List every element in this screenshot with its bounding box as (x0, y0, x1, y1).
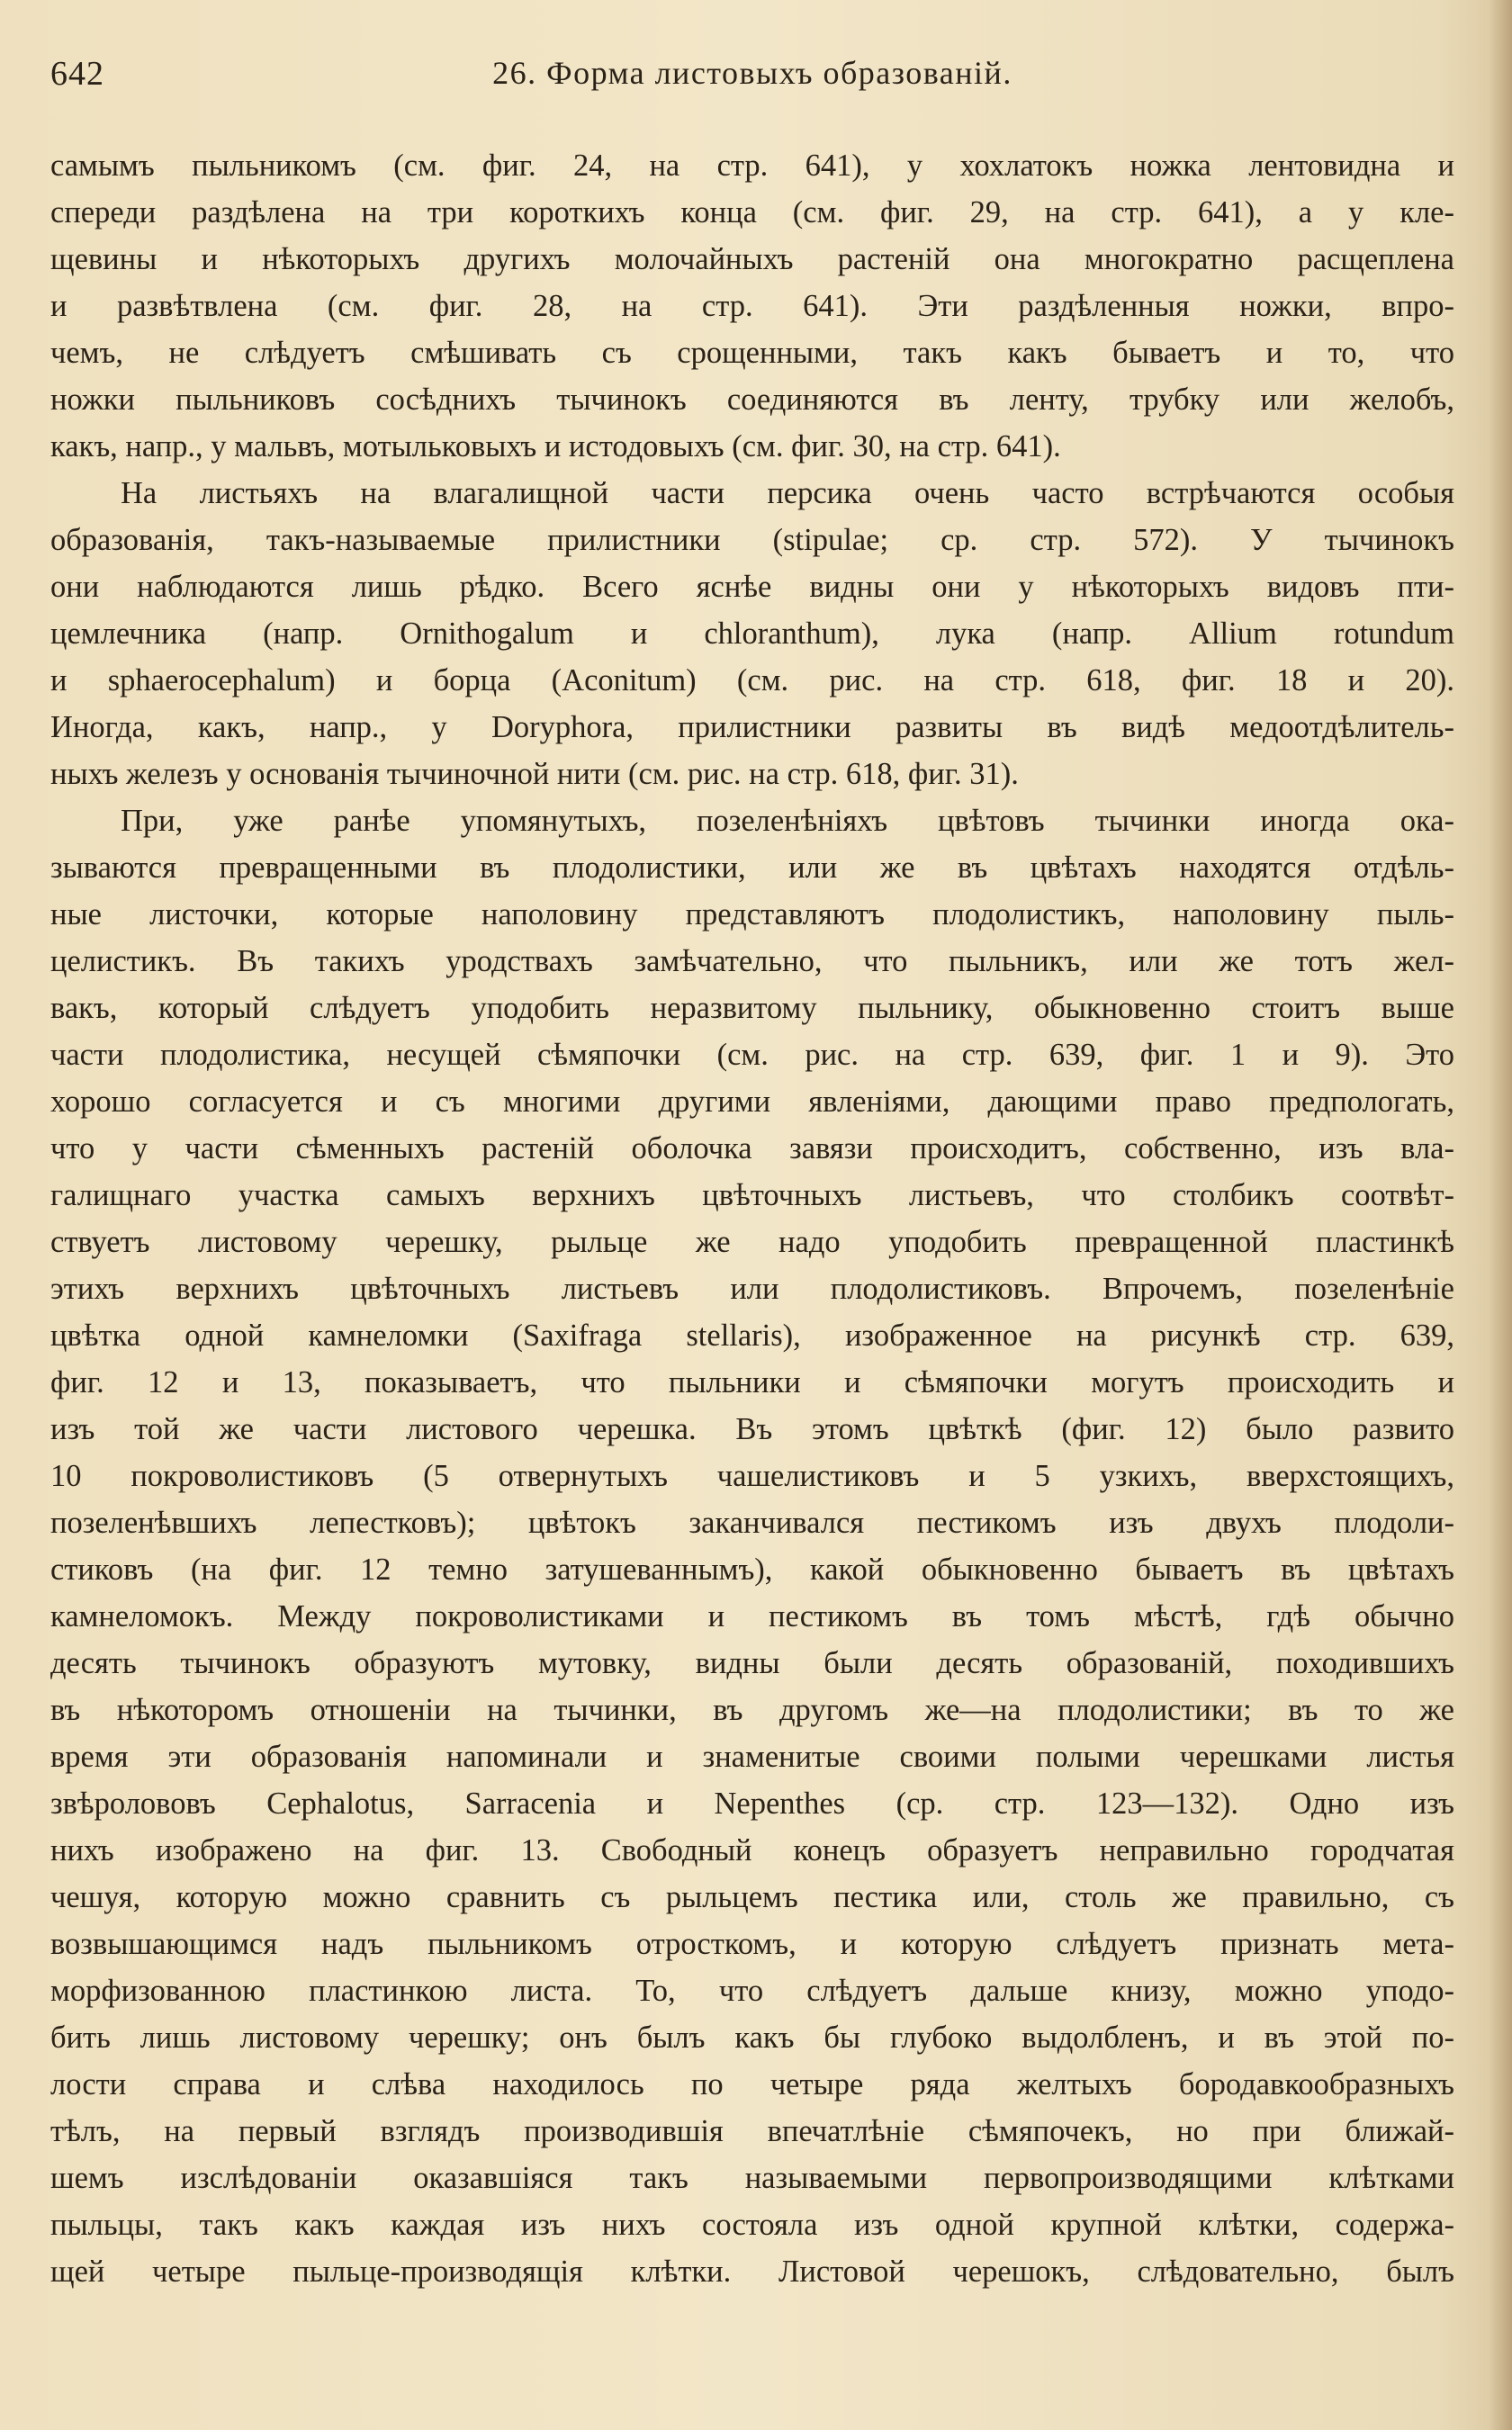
text-line: ножки пыльниковъ сосѣднихъ тычинокъ соединяются въ ленту, трубку или желобъ, (50, 382, 1454, 417)
text-line: морфизованною пластинкою листа. То, что слѣдуетъ дальше книзу, можно уподо- (50, 1974, 1454, 2008)
text-line: части плодолистика, несущей сѣмяпочки (см. рис. на стр. 639, фиг. 1 и 9). Это (50, 1038, 1454, 1072)
text-line: ные листочки, которые наполовину представляютъ плодолистикъ, наполовину пыль- (50, 897, 1454, 932)
text-line: въ нѣкоторомъ отношеніи на тычинки, въ другомъ же—на плодолистики; въ то же (50, 1693, 1454, 1727)
text-line: этихъ верхнихъ цвѣточныхъ листьевъ или плодолистиковъ. Впрочемъ, позеленѣніе (50, 1272, 1454, 1306)
text-line: и sphaerocephalum) и борца (Aconitum) (см. рис. на стр. 618, фиг. 18 и 20). (50, 663, 1454, 698)
text-line: щей четыре пыльце-производящія клѣтки. Листовой черешокъ, слѣдовательно, былъ (50, 2254, 1454, 2289)
text-line: целистикъ. Въ такихъ уродствахъ замѣчательно, что пыльникъ, или же тотъ жел- (50, 944, 1454, 978)
running-head: 26. Форма листовыхъ образованій. (492, 55, 1012, 91)
text-line: ныхъ железъ у основанія тычиночной нити (см. рис. на стр. 618, фиг. 31). (50, 757, 1019, 791)
text-line: стиковъ (на фиг. 12 темно затушеваннымъ), какой обыкновенно бываетъ въ цвѣтахъ (50, 1552, 1454, 1587)
text-line: вакъ, который слѣдуетъ уподобить неразвитому пыльнику, обыкновенно стоитъ выше (50, 991, 1454, 1025)
text-line: ствуетъ листовому черешку, рыльце же надо уподобить превращенной пластинкѣ (50, 1225, 1454, 1259)
text-line: позеленѣвшихъ лепестковъ); цвѣтокъ заканчивался пестикомъ изъ двухъ плодоли- (50, 1506, 1454, 1540)
text-line: Иногда, какъ, напр., у Doryphora, прилистники развиты въ видѣ медоотдѣлитель- (50, 710, 1454, 744)
page-header (50, 47, 1454, 101)
text-line: цвѣтка одной камнеломки (Saxifraga stellaris), изображенное на рисункѣ стр. 639, (50, 1318, 1454, 1353)
text-line: чемъ, не слѣдуетъ смѣшивать съ срощенными, такъ какъ бываетъ и то, что (50, 336, 1454, 370)
text-line: спереди раздѣлена на три короткихъ конца (см. фиг. 29, на стр. 641), а у кле- (50, 195, 1454, 230)
text-line: камнеломокъ. Между покроволистиками и пестикомъ въ томъ мѣстѣ, гдѣ обычно (50, 1599, 1454, 1634)
text-line: фиг. 12 и 13, показываетъ, что пыльники и сѣмяпочки могутъ происходить и (50, 1365, 1454, 1400)
text-line: лости справа и слѣва находилось по четыре ряда желтыхъ бородавкообразныхъ (50, 2067, 1454, 2102)
text-line: изъ той же части листового черешка. Въ этомъ цвѣткѣ (фиг. 12) было развито (50, 1412, 1454, 1446)
text-line: и развѣтвлена (см. фиг. 28, на стр. 641). Эти раздѣленныя ножки, впро- (50, 289, 1454, 323)
text-line: какъ, напр., у мальвъ, мотыльковыхъ и истодовыхъ (см. фиг. 30, на стр. 641). (50, 429, 1061, 464)
text-line: нихъ изображено на фиг. 13. Свободный конецъ образуетъ неправильно городчатая (50, 1833, 1454, 1868)
page-number: 642 (50, 55, 104, 93)
text-line: чешуя, которую можно сравнить съ рыльцемъ пестика или, столь же правильно, съ (50, 1880, 1454, 1914)
text-line: тѣлъ, на первый взглядъ производившія впечатлѣніе сѣмяпочекъ, но при ближай- (50, 2114, 1454, 2148)
text-line: что у части сѣменныхъ растеній оболочка завязи происходитъ, собственно, изъ вла- (50, 1131, 1454, 1166)
text-line: возвышающимся надъ пыльникомъ отросткомъ, и которую слѣдуетъ признать мета- (50, 1927, 1454, 1961)
text-line: они наблюдаются лишь рѣдко. Всего яснѣе видны они у нѣкоторыхъ видовъ пти- (50, 570, 1454, 604)
body-text (50, 142, 1454, 2295)
paragraph-start-line: На листьяхъ на влагалищной части персика очень часто встрѣчаются особыя (121, 476, 1454, 510)
text-line: щевины и нѣкоторыхъ другихъ молочайныхъ растеній она многократно расщеплена (50, 242, 1454, 276)
paragraph-start-line: При, уже ранѣе упомянутыхъ, позеленѣніяхъ цвѣтовъ тычинки иногда ока- (121, 804, 1454, 838)
text-line: зываются превращенными въ плодолистики, или же въ цвѣтахъ находятся отдѣль- (50, 850, 1454, 885)
text-line: пыльцы, такъ какъ каждая изъ нихъ состояла изъ одной крупной клѣтки, содержа- (50, 2208, 1454, 2242)
text-line: хорошо согласуется и съ многими другими явленіями, дающими право предпологать, (50, 1084, 1454, 1119)
text-line: звѣролововъ Cephalotus, Sarracenia и Nepenthes (ср. стр. 123—132). Одно изъ (50, 1786, 1454, 1821)
page-edge-shadow (1489, 0, 1512, 2430)
text-line: десять тычинокъ образуютъ мутовку, видны были десять образованій, походившихъ (50, 1646, 1454, 1680)
text-line: галищнаго участка самыхъ верхнихъ цвѣточныхъ листьевъ, что столбикъ соотвѣт- (50, 1178, 1454, 1212)
text-line: шемъ изслѣдованіи оказавшіяся такъ называемыми первопроизводящими клѣтками (50, 2161, 1454, 2195)
text-line: бить лишь листовому черешку; онъ былъ какъ бы глубоко выдолбленъ, и въ этой по- (50, 2020, 1454, 2055)
text-line: образованія, такъ-называемые прилистники (stipulae; ср. стр. 572). У тычинокъ (50, 523, 1454, 557)
text-line: время эти образованія напоминали и знаменитые своими полыми черешками листья (50, 1740, 1454, 1774)
text-line: 10 покроволистиковъ (5 отвернутыхъ чашелистиковъ и 5 узкихъ, вверхстоящихъ, (50, 1459, 1454, 1493)
text-line: цемлечника (напр. Ornithogalum и chloranthum), лука (напр. Allium rotundum (50, 616, 1454, 651)
text-line: самымъ пыльникомъ (см. фиг. 24, на стр. 641), у хохлатокъ ножка лентовидна и (50, 148, 1454, 183)
